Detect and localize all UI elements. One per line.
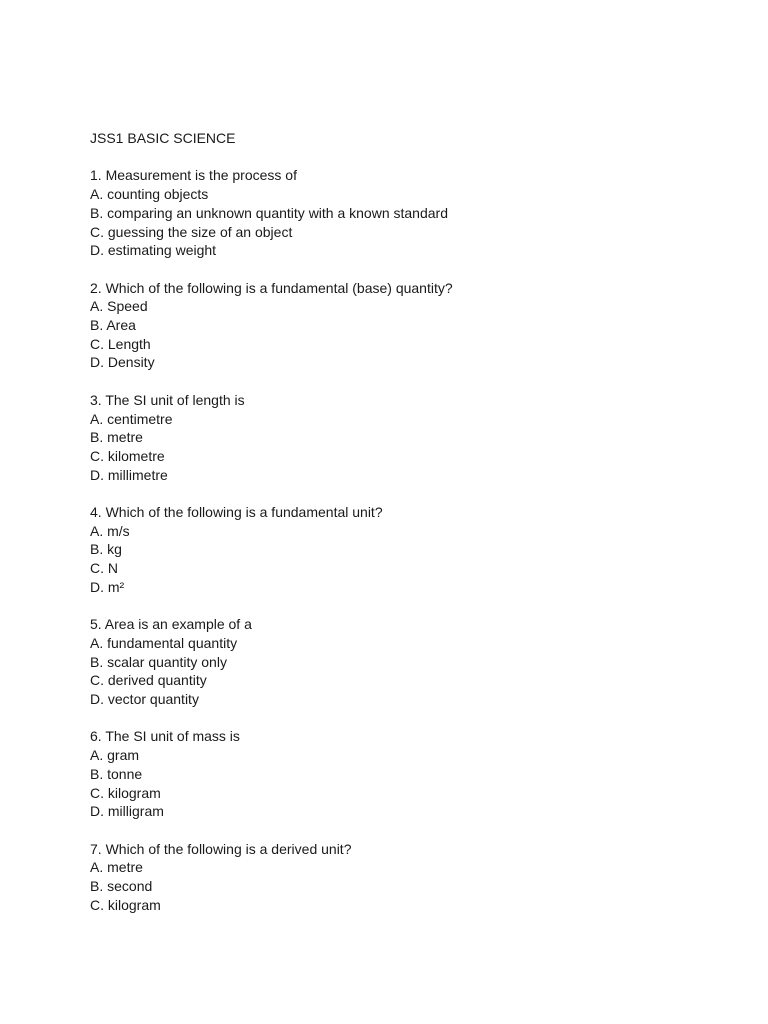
answer-option: A. counting objects	[90, 186, 209, 203]
question-stem: 4. Which of the following is a fundamental unit?	[90, 504, 383, 520]
question-stem: 7. Which of the following is a derived unit?	[90, 840, 352, 857]
answer-option: D. estimating weight	[90, 242, 217, 259]
answer-option: A. fundamental quantity	[90, 634, 238, 651]
question-2	[90, 279, 730, 373]
answer-option: C. guessing the size of an object	[90, 223, 293, 240]
answer-option: C. N	[90, 560, 118, 577]
answer-option: C. kilogram	[90, 784, 161, 801]
answer-option: A. m/s	[90, 522, 130, 539]
answer-option: C. kilogram	[90, 896, 161, 913]
question-stem: 5. Area is an example of a	[90, 616, 252, 633]
question-5	[90, 615, 730, 709]
answer-option: B. kg	[90, 541, 122, 558]
answer-option: B. second	[90, 878, 153, 895]
question-stem: 1. Measurement is the process of	[90, 167, 297, 184]
answer-option: C. Length	[90, 335, 151, 352]
answer-option: B. scalar quantity only	[90, 653, 227, 670]
answer-option: D. vector quantity	[90, 691, 199, 708]
question-stem: 6. The SI unit of mass is	[90, 728, 240, 745]
answer-option: B. comparing an unknown quantity with a known standard	[90, 204, 448, 221]
answer-option: A. metre	[90, 859, 143, 876]
question-stem: 2. Which of the following is a fundamental (base) quantity?	[90, 279, 453, 296]
question-7	[90, 840, 730, 915]
answer-option: D. millimetre	[90, 466, 168, 483]
answer-option: A. gram	[90, 747, 140, 764]
answer-option: A. centimetre	[90, 410, 173, 427]
question-1	[90, 166, 730, 260]
question-stem: 3. The SI unit of length is	[90, 391, 245, 408]
answer-option: A. Speed	[90, 298, 148, 315]
answer-option: D. milligram	[90, 803, 164, 820]
answer-option: D. Density	[90, 354, 155, 371]
document-title: JSS1 BASIC SCIENCE	[90, 130, 236, 146]
answer-option: D. m²	[90, 578, 125, 595]
document-page	[90, 129, 730, 933]
answer-option: B. tonne	[90, 765, 143, 782]
question-3	[90, 391, 730, 485]
answer-option: B. Area	[90, 317, 136, 333]
question-4	[90, 503, 730, 597]
answer-option: C. kilometre	[90, 447, 165, 464]
question-6	[90, 727, 730, 821]
answer-option: B. metre	[90, 429, 143, 446]
answer-option: C. derived quantity	[90, 672, 207, 689]
